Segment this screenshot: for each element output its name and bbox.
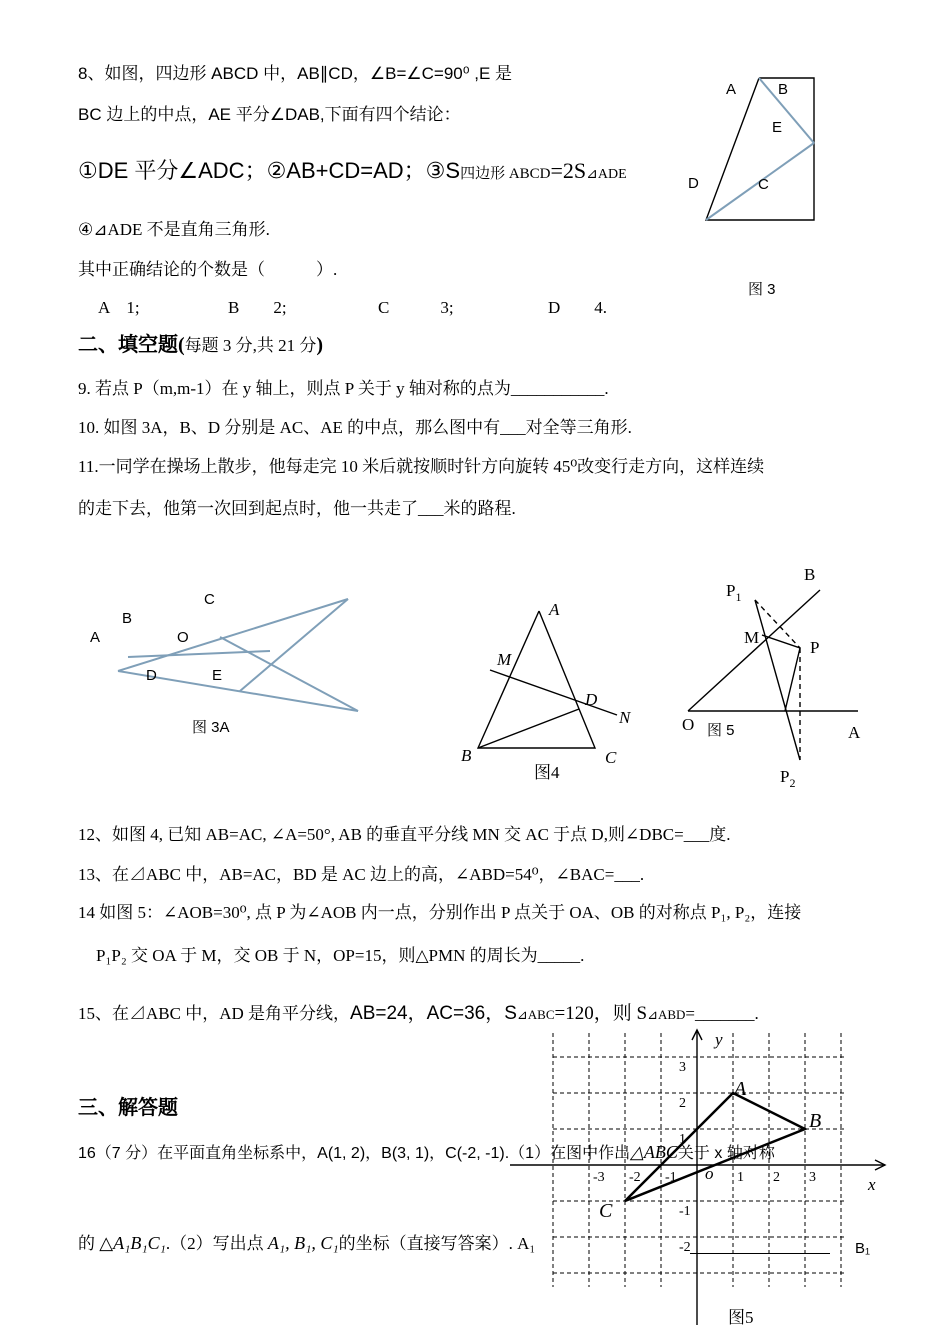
q15: [78, 1003, 759, 1026]
coordinate-grid: [510, 1025, 890, 1335]
triangle-abc: [478, 611, 595, 748]
section2-title: 二、填空题(: [78, 334, 185, 356]
label-p2: $P_2$: [780, 767, 796, 790]
q10: 10. 如图 3A，B、D 分别是 AC、AE 的中点，那么图中有___对全等三角形.: [78, 418, 632, 437]
section2-close: ): [316, 334, 324, 356]
q14-line1: 14 如图 5：∠AOB=30⁰, 点 P 为∠AOB 内一点，分别作出 P 点关于 OA、OB 的对称点 P₁, P₂，连接: [78, 903, 802, 922]
section2-note: 每题 3 分,共 21 分: [184, 336, 317, 355]
q8-choice-b: B 2;: [228, 298, 287, 317]
q16-points: A₁, B₁, C₁: [267, 1233, 339, 1253]
q8-line3d: ⊿ADE: [586, 167, 627, 182]
x-tick-label: 2: [773, 1170, 780, 1185]
y-axis-label: y: [715, 1030, 723, 1049]
q8-choice-a: A 1;: [98, 298, 140, 317]
y-tick-label: 1: [679, 1132, 686, 1147]
label-p: P: [810, 638, 820, 657]
q16-line2a: 的: [78, 1234, 95, 1253]
y-tick-label: 3: [679, 1060, 686, 1075]
y-tick-label: 2: [679, 1096, 686, 1111]
label-d: D: [146, 667, 157, 684]
q11-line2: 的走下去，他第一次回到起点时，他一共走了___米的路程.: [78, 499, 516, 518]
label-a: A: [726, 81, 737, 98]
label-n: N: [619, 708, 631, 727]
q8-choice-c: C 3;: [378, 298, 454, 317]
label-b: B: [778, 81, 789, 98]
figure-4: [455, 595, 645, 780]
x-tick-label: -2: [629, 1170, 641, 1185]
line-c: [118, 599, 348, 671]
q8-line2: BC 边上的中点，AE 平分∠DAB,下面有四个结论：: [78, 105, 461, 124]
q8-line1: 8、如图，四边形 ABCD 中，AB∥CD，∠B=∠C=90⁰ ,E 是: [78, 64, 513, 83]
segment-p1p2: [755, 600, 800, 760]
x-axis-label: x: [868, 1175, 876, 1194]
q15-f: =_______.: [685, 1004, 759, 1023]
label-o: O: [682, 715, 695, 734]
figure-3: [680, 70, 830, 310]
x-tick-label: 3: [809, 1170, 816, 1185]
fig5-caption: 图 5: [707, 722, 735, 739]
x-tick-label: -3: [593, 1170, 605, 1185]
grid-caption: 图5: [728, 1308, 754, 1327]
tick-labels: [593, 1060, 816, 1255]
q16-line2b: .（2）写出点: [165, 1234, 264, 1253]
label-a: A: [848, 723, 861, 742]
origin-label: o: [705, 1164, 714, 1183]
q8-line3a: ①DE 平分∠ADC；②AB+CD=AD；③S: [78, 158, 461, 183]
q8-line3: [78, 160, 627, 186]
label-c: C: [758, 176, 769, 193]
q12: 12、如图 4, 已知 AB=AC, ∠A=50°, AB 的垂直平分线 MN 交 AC 于点 D,则∠DBC=___度.: [78, 825, 731, 844]
q15-e: ⊿ABD: [647, 1007, 686, 1022]
q9: 9. 若点 P（m,m-1）在 y 轴上，则点 P 关于 y 轴对称的点为___________.: [78, 379, 609, 398]
q8-line3c: =2S: [550, 158, 587, 183]
y-tick-label: -2: [679, 1240, 691, 1255]
x-tick-label: 1: [737, 1170, 744, 1185]
label-o: O: [177, 629, 189, 646]
label-d: D: [585, 690, 598, 709]
point-a-label: A: [734, 1078, 747, 1100]
q16-b1: B₁: [855, 1240, 871, 1257]
q14-line2: P₁P₂ 交 OA 于 M，交 OB 于 N，OP=15，则△PMN 的周长为_____.: [96, 946, 585, 965]
q15-c: ⊿ABC: [516, 1007, 555, 1022]
point-b-label: B: [809, 1110, 822, 1132]
q15-d: =120，则 S: [554, 1003, 648, 1024]
q8-choice-d: D 4.: [548, 298, 608, 317]
label-e: E: [772, 119, 783, 136]
grid-lines: [553, 1033, 845, 1287]
label-a: A: [549, 600, 560, 619]
fig3a-caption: 图 3A: [192, 719, 230, 736]
q16-line2c: 的坐标（直接写答案）. A₁: [338, 1234, 536, 1253]
q8-line5: 其中正确结论的个数是（ ）.: [78, 260, 338, 279]
point-c-label: C: [599, 1200, 613, 1222]
q8-line4: ④⊿ADE 不是直角三角形.: [78, 220, 270, 239]
section2-heading: [78, 334, 323, 357]
label-c: C: [605, 748, 617, 767]
figure-3a: [80, 585, 380, 745]
figure-5: [680, 560, 880, 800]
label-b: B: [804, 565, 816, 584]
q11-line1: 11.一同学在操场上散步，他每走完 10 米后就按顺时针方向旋转 45⁰改变行走方向，这样连续: [78, 457, 765, 476]
q16-tri1: △A₁B₁C₁: [99, 1233, 166, 1253]
fig4-caption: 图4: [534, 763, 560, 782]
label-m: M: [497, 650, 512, 669]
q13: 13、在⊿ABC 中，AB=AC，BD 是 AC 边上的高，∠ABD=54⁰，∠BAC=___.: [78, 865, 645, 884]
x-tick-label: -1: [665, 1170, 677, 1185]
q15-b: AB=24，AC=36，S: [350, 1003, 517, 1024]
label-e: E: [212, 667, 223, 684]
label-c: C: [204, 591, 215, 608]
fig3-caption: 图 3: [748, 281, 776, 298]
label-p1: $P_1$: [726, 581, 742, 604]
trapezoid-outline: [706, 78, 814, 220]
q16-line2: [78, 1232, 535, 1255]
label-d: D: [688, 175, 699, 192]
label-a: A: [90, 629, 101, 646]
q16-tri: △ABC: [630, 1142, 678, 1162]
label-m: M: [744, 628, 760, 647]
label-b: B: [461, 746, 472, 765]
q16-line1-text: 16（7 分）在平面直角坐标系中，A(1, 2)，B(3, 1)，C(-2, -1).（1）在图中作出: [78, 1145, 631, 1162]
label-b: B: [122, 610, 133, 627]
q8-line3b: 四边形 ABCD: [460, 166, 551, 182]
q16-line1b: 关于 x 轴对称: [677, 1145, 775, 1162]
y-tick-label: -1: [679, 1204, 691, 1219]
q15-a: 15、在⊿ABC 中，AD 是角平分线，: [78, 1004, 351, 1023]
line-mn: [490, 670, 617, 715]
section3-title: 三、解答题: [78, 1097, 178, 1119]
